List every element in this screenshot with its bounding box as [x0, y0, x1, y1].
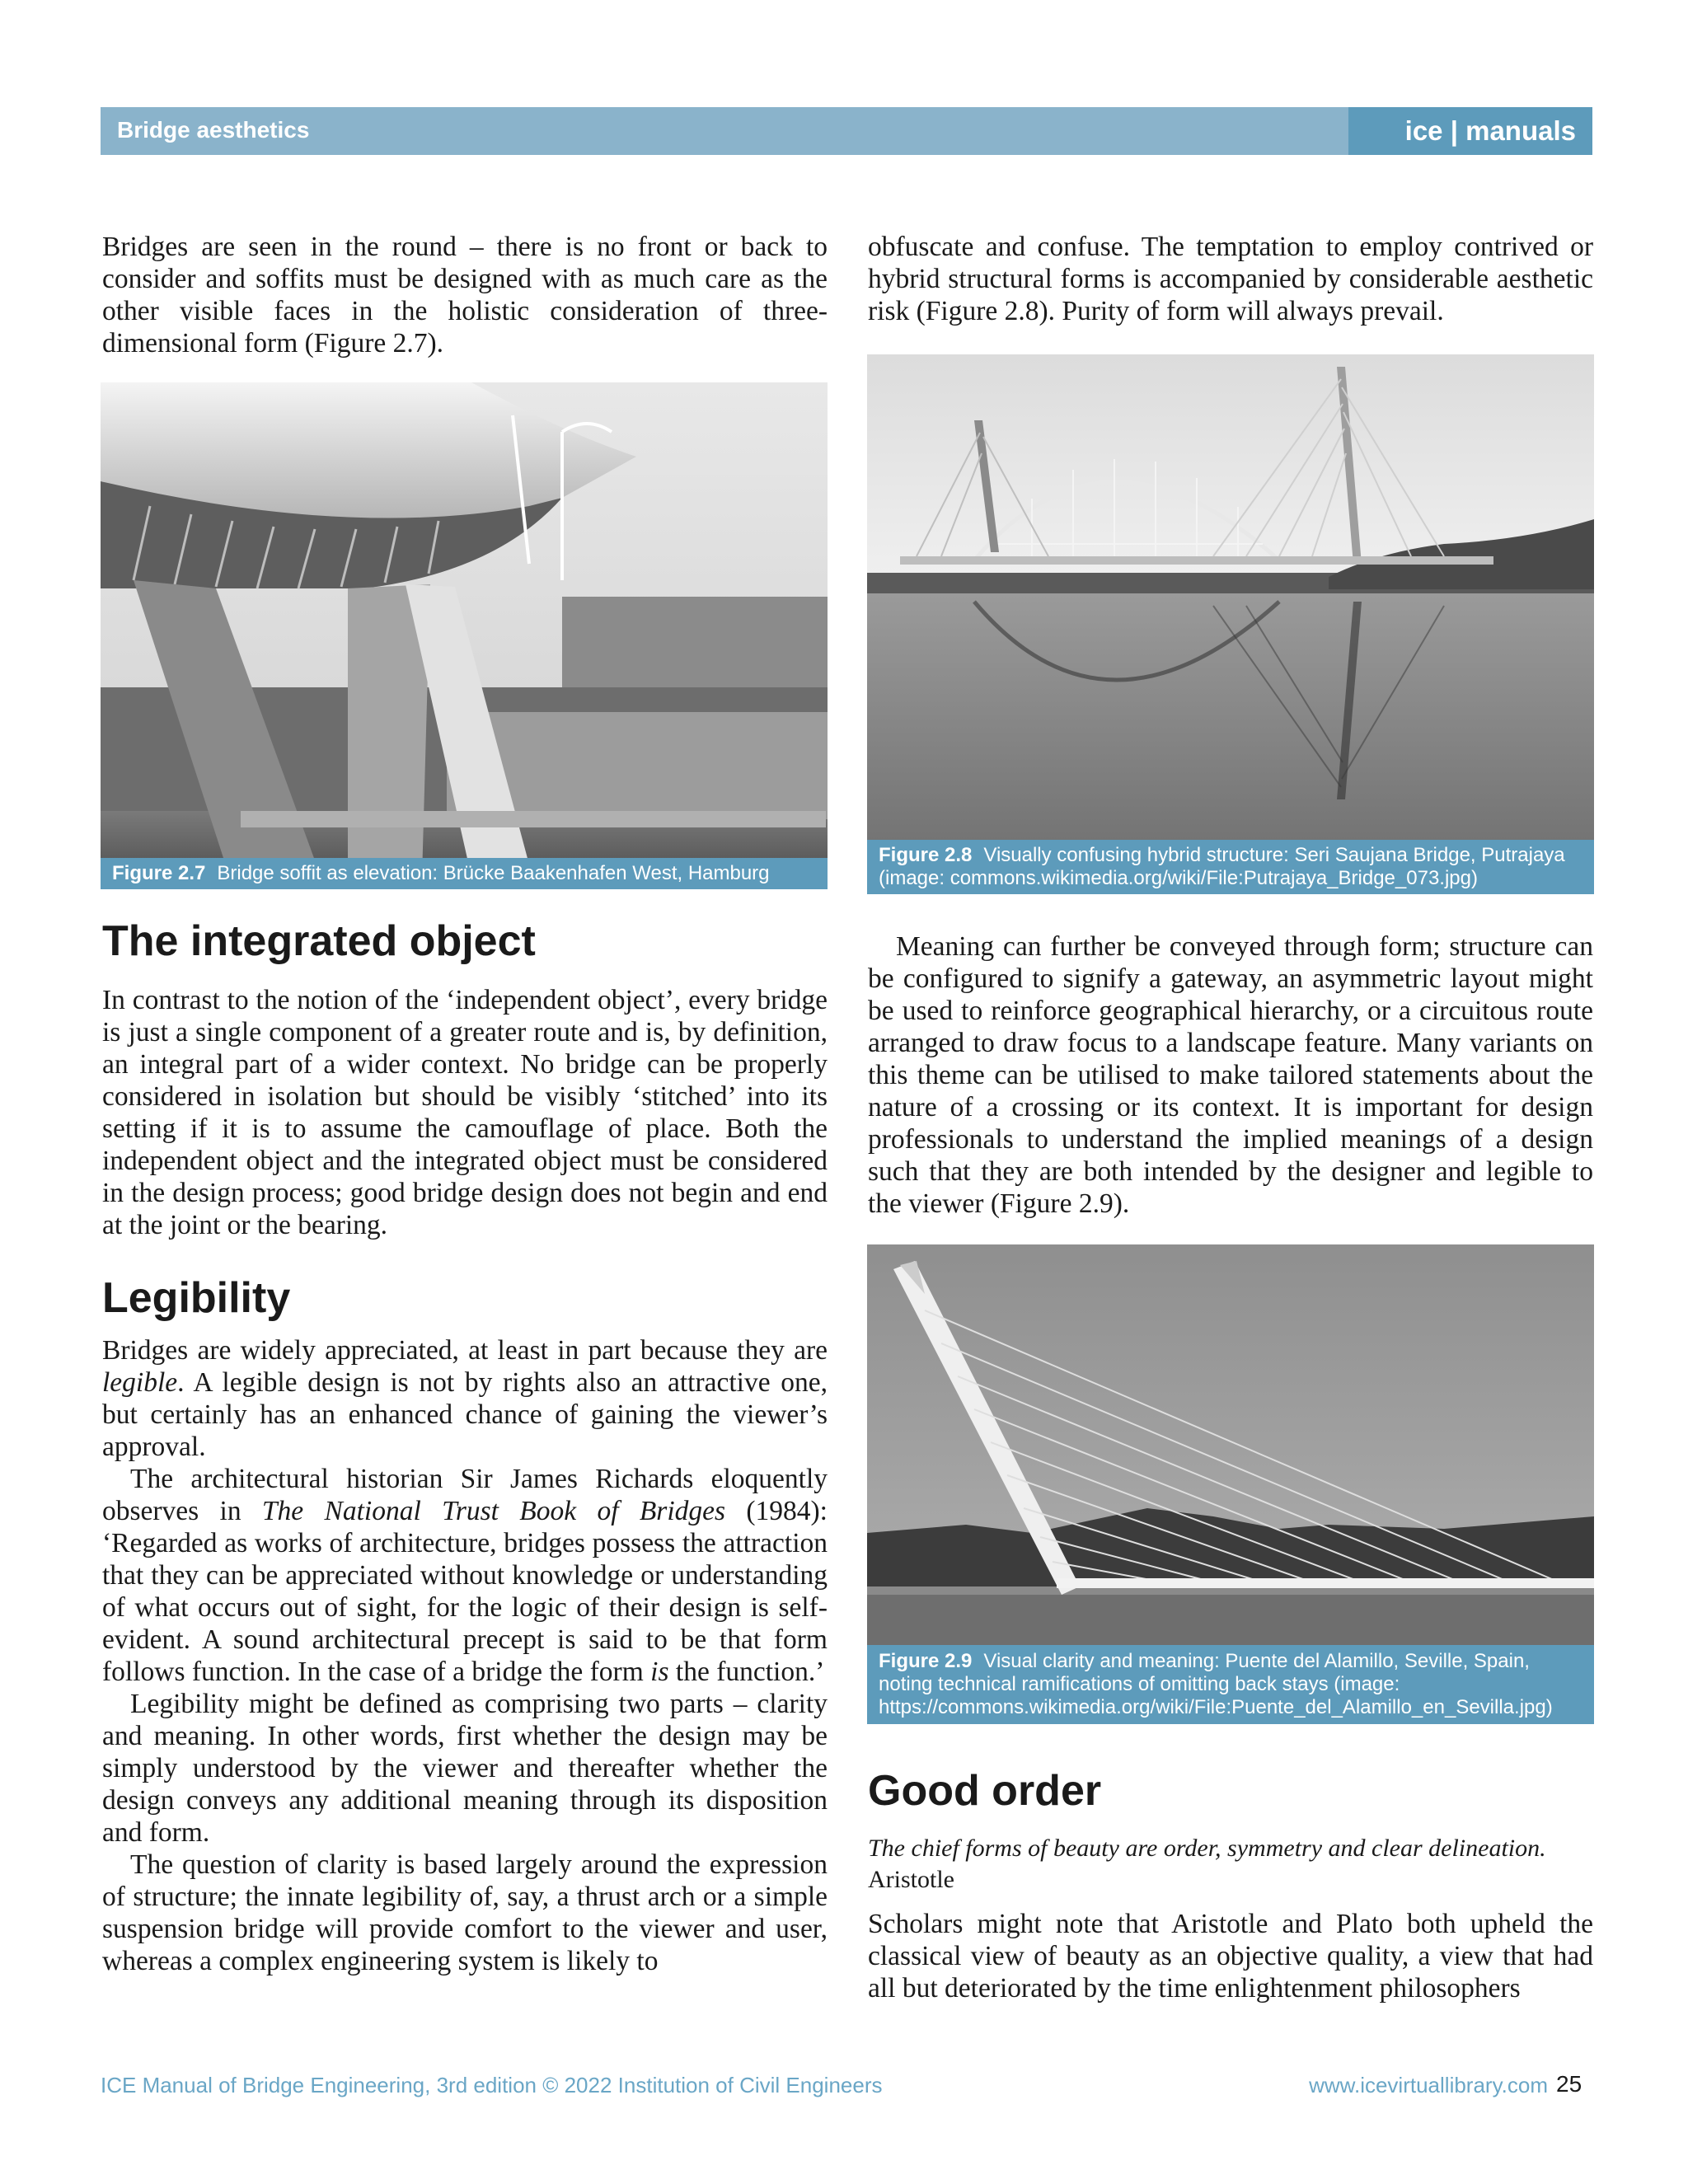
section-title: Bridge aesthetics	[117, 117, 310, 143]
section-heading: The integrated object	[102, 917, 536, 965]
footer-website-link[interactable]: www.icevirtuallibrary.com	[1309, 2073, 1548, 2097]
figure-2-7	[101, 382, 828, 889]
running-header	[101, 107, 1592, 155]
right-intro	[868, 231, 1593, 327]
meaning-section	[868, 930, 1593, 1220]
figure-label: Figure 2.9	[879, 1650, 973, 1672]
figure-label: Figure 2.7	[112, 862, 206, 884]
legibility-paragraph-1: Bridges are widely appreciated, at least in part because they are legible. A legible design is not by rights also an attractive one, but certainly has an enhanced chance of gaining the viewer’s approval.	[102, 1335, 828, 1462]
legibility-paragraph-4: The question of clarity is based largely around the expression of structure; the innate legibility of, say, a thrust arch or a simple suspension bridge will provide comfort to the viewer and user, whereas a complex engineering system is likely to	[102, 1849, 828, 1976]
section-legibility	[102, 1273, 828, 1977]
brand-logo: ice | manuals	[1348, 107, 1592, 155]
caption-text: Bridge soffit as elevation: Brücke Baakenhafen West, Hamburg	[217, 862, 770, 884]
good-order-paragraph: Scholars might note that Aristotle and Plato both upheld the classical view of beauty as an objective quality, a view that had all but deteriorated by the time enlightenment philosophers	[868, 1909, 1593, 2004]
section-good-order	[868, 1766, 1593, 2004]
figure-2-8-caption	[867, 840, 1594, 894]
figure-2-9-caption	[867, 1645, 1594, 1724]
footer-copyright: ICE Manual of Bridge Engineering, 3rd edition © 2022 Institution of Civil Engineers	[101, 2073, 883, 2097]
legibility-paragraph-3: Legibility might be defined as comprising two parts – clarity and meaning. In other words, first whether the design may be simply understood by the viewer and thereafter whether the design conveys any additional meaning through its disposition and form.	[102, 1689, 828, 1848]
meaning-paragraph: Meaning can further be conveyed through form; structure can be configured to signify a gateway, an asymmetric layout might be used to reinforce geographical hierarchy, or a circuitous route arranged to draw focus to a landscape feature. Many variants on this theme can be utilised to make tailored statements about the nature of a crossing or its context. It is important for design professionals to understand the implied meanings of a design such that they are both intended by the designer and legible to the viewer (Figure 2.9).	[868, 931, 1593, 1219]
section-heading: Legibility	[102, 1274, 291, 1322]
figure-2-7-caption	[101, 858, 828, 889]
epigraph-quote: The chief forms of beauty are order, symmetry and clear delineation.	[868, 1835, 1546, 1862]
figure-2-8	[867, 354, 1594, 894]
figure-2-9	[867, 1244, 1594, 1724]
epigraph-author: Aristotle	[868, 1866, 954, 1893]
hybrid-bridge-photo	[867, 354, 1594, 894]
legibility-paragraph-2: The architectural historian Sir James Richards eloquently observes in The National Trust Book of Bridges (1984): ‘Regarded as works of architecture, bridges possess the attraction that they can be appreciated without knowledge or understanding of what occurs out of sight, for the logic of their design is self-evident. A sound architectural precept is said to be that form follows function. In the case of a bridge the form is the function.’	[102, 1464, 828, 1687]
caption-text: Visual clarity and meaning: Puente del Alamillo, Seville, Spain, noting technical ramifications of omitting back stays (image: https://commons.wikimedia.org/wiki/File:Puente_del_Alamillo_en_Sevilla.jpg)	[879, 1650, 1553, 1718]
page-number: 25	[1556, 2071, 1582, 2097]
integrated-paragraph: In contrast to the notion of the ‘independent object’, every bridge is just a single component of a greater route and is, by definition, an integral part of a wider context. No bridge can be properly considered in isolation but should be visibly ‘stitched’ into its setting if it is to assume the camouflage of place. Both the independent object and the integrated object must be considered in the design process; good bridge design does not begin and end at the joint or the bearing.	[102, 985, 828, 1240]
intro-paragraph: obfuscate and confuse. The temptation to employ contrived or hybrid structural forms is accompanied by considerable aesthetic risk (Figure 2.8). Purity of form will always prevail.	[868, 232, 1593, 326]
intro-paragraph: Bridges are seen in the round – there is no front or back to consider and soffits must be designed with as much care as the other visible faces in the holistic consideration of three-dimensional form (Figure 2.7).	[102, 232, 828, 359]
caption-text: Visually confusing hybrid structure: Seri Saujana Bridge, Putrajaya (image: commons.wikimedia.org/wiki/File:Putrajaya_Bridge_073.jpg)	[879, 844, 1565, 889]
section-heading: Good order	[868, 1767, 1102, 1815]
section-integrated-object	[102, 916, 828, 1241]
figure-label: Figure 2.8	[879, 844, 973, 866]
bridge-soffit-photo	[101, 382, 828, 889]
left-intro	[102, 231, 828, 359]
